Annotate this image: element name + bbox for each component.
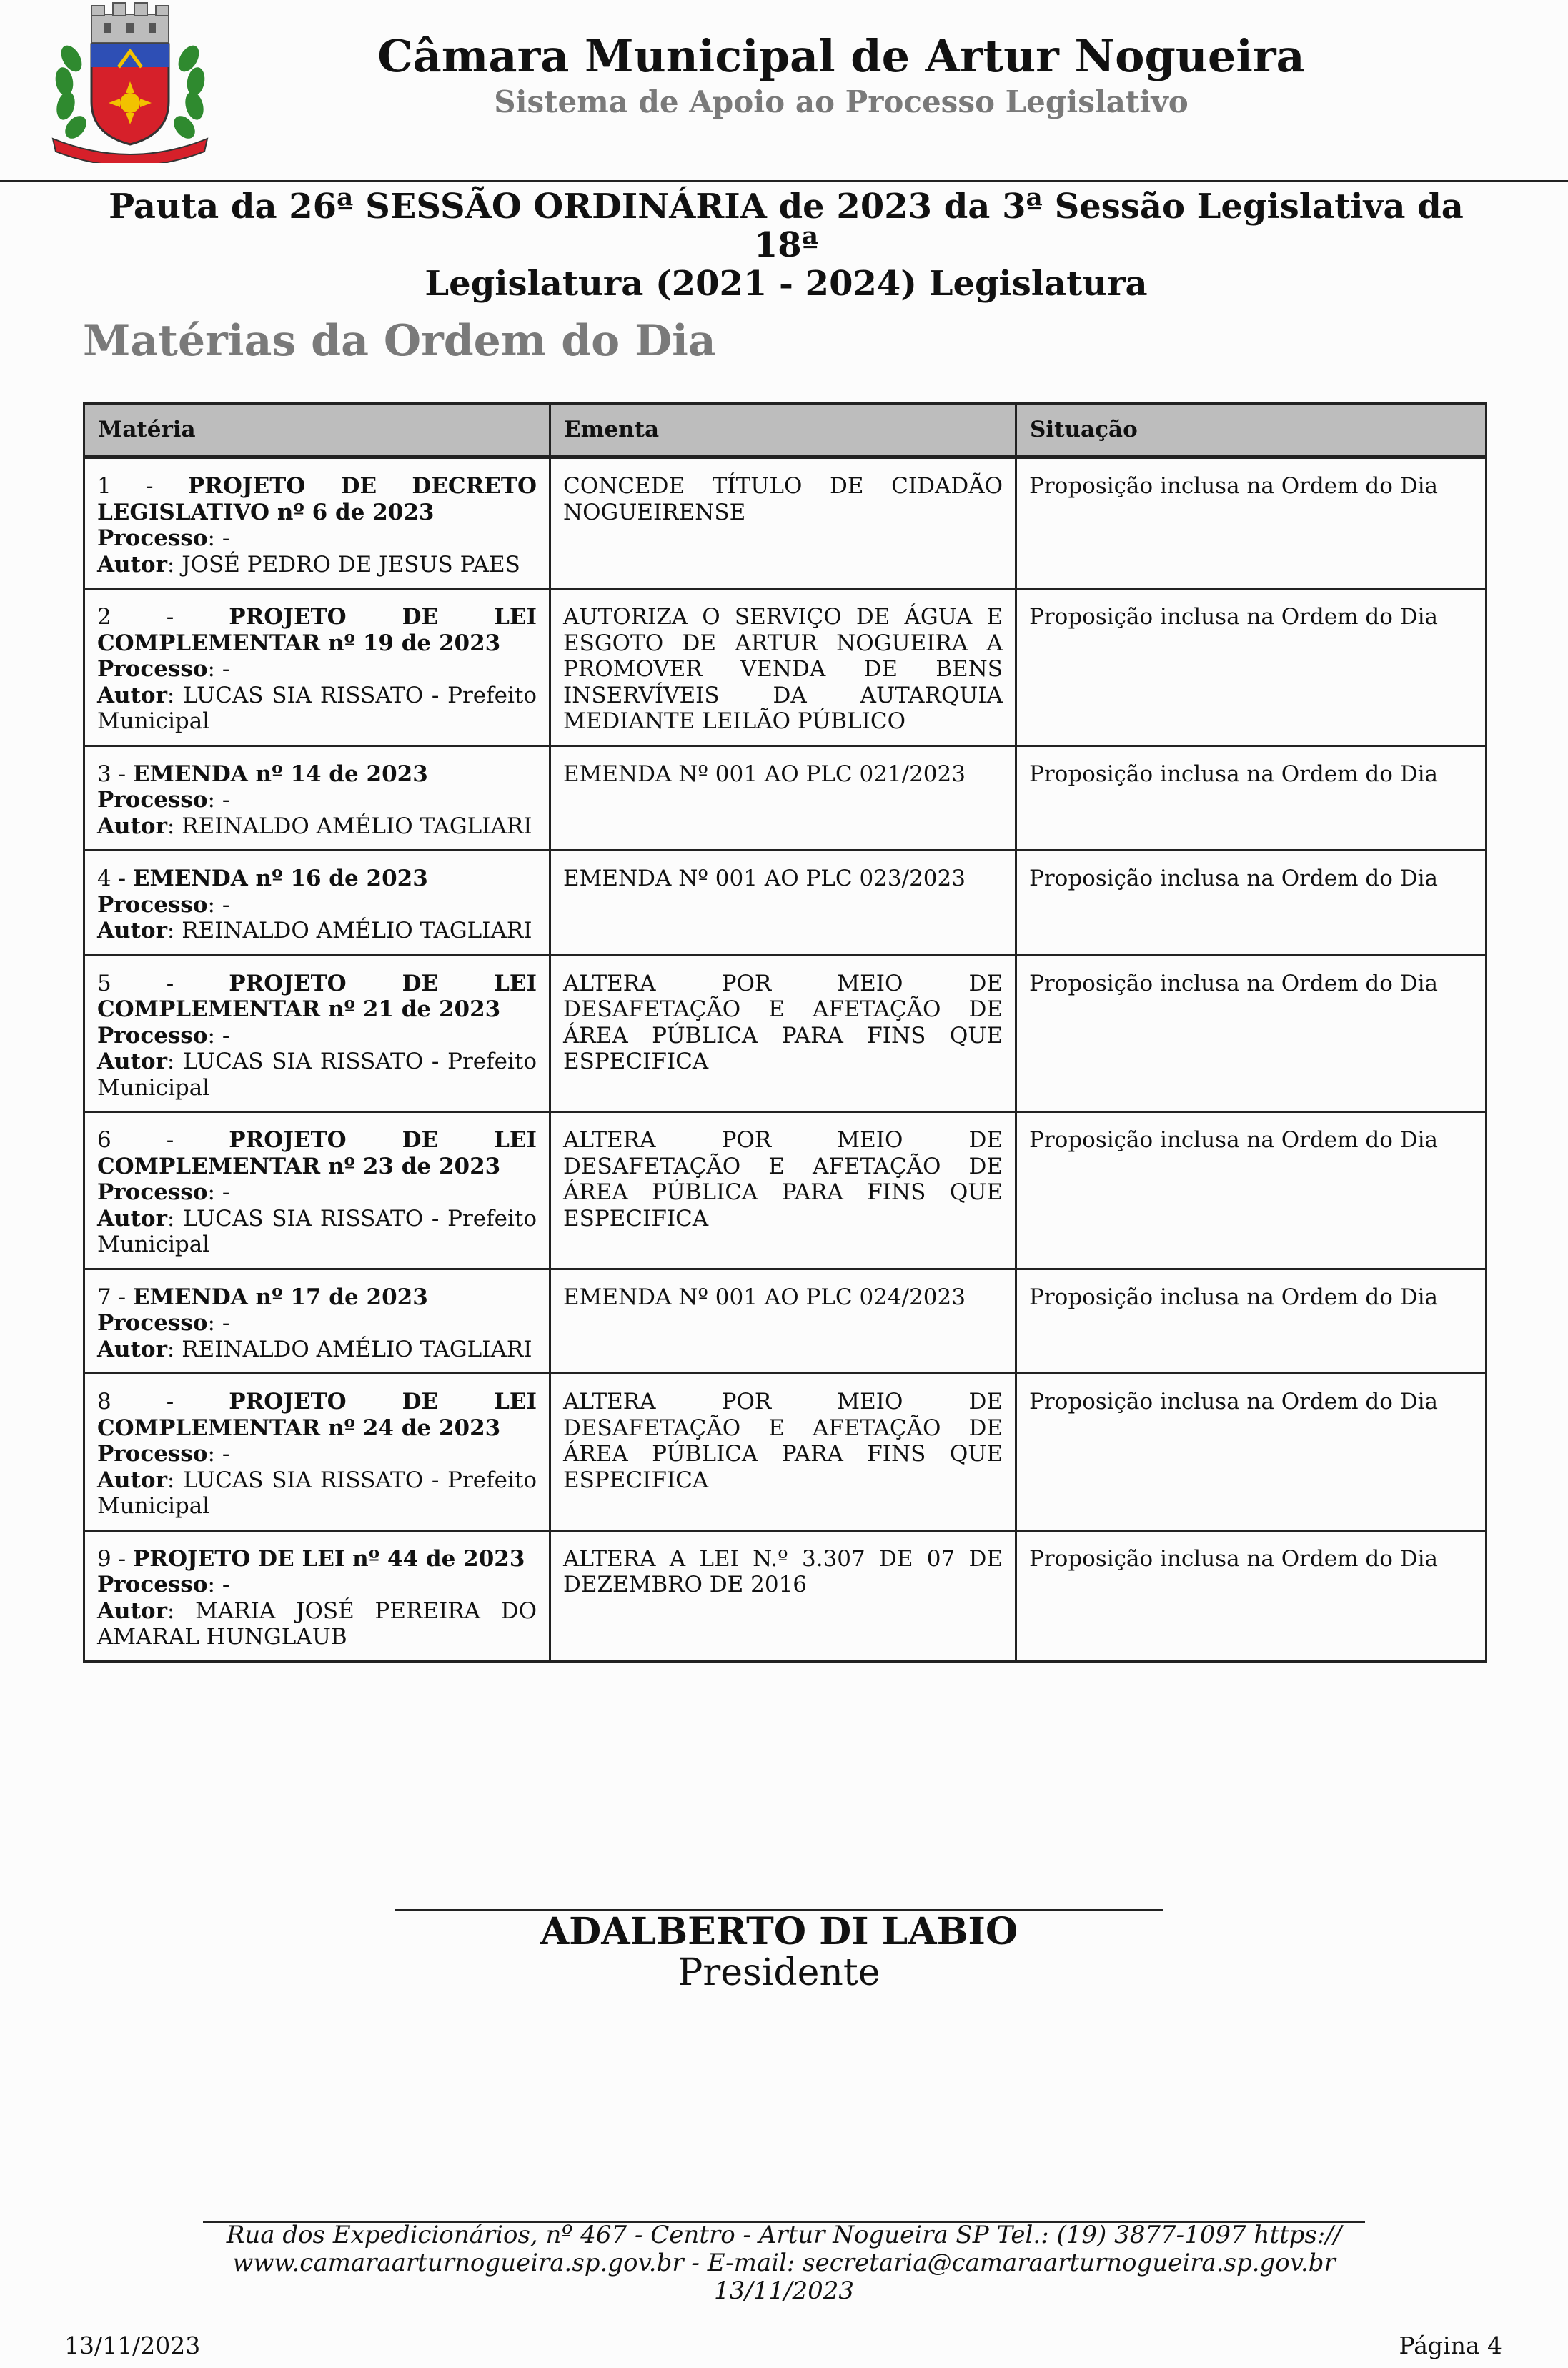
document-title	[71, 187, 1501, 303]
materia-link[interactable]: PROJETO DE LEI COMPLEMENTAR nº 19 de 2023	[97, 604, 537, 656]
ementa-cell: ALTERA POR MEIO DE DESAFETAÇÃO E AFETAÇÃO DE ÁREA PÚBLICA PARA FINS QUE ESPECIFICA	[550, 955, 1016, 1112]
table-row	[84, 1374, 1487, 1531]
laurel-left	[54, 42, 91, 143]
document-title-line2: Legislatura (2021 - 2024) Legislatura	[425, 264, 1148, 304]
materia-cell: 9 - PROJETO DE LEI nº 44 de 2023 Processo: - Autor: MARIA JOSÉ PEREIRA DO AMARAL HUNGLAUB	[84, 1530, 550, 1661]
mural-crown	[91, 3, 169, 43]
column-header-situacao: Situação	[1016, 404, 1487, 457]
ementa-cell: ALTERA A LEI N.º 3.307 DE 07 DE DEZEMBRO DE 2016	[550, 1530, 1016, 1661]
materia-link[interactable]: EMENDA nº 14 de 2023	[132, 761, 428, 787]
institution-name: Câmara Municipal de Artur Nogueira	[377, 30, 1305, 82]
page-number: Página 4	[1399, 2332, 1502, 2359]
ementa-cell: ALTERA POR MEIO DE DESAFETAÇÃO E AFETAÇÃO DE ÁREA PÚBLICA PARA FINS QUE ESPECIFICA	[550, 1112, 1016, 1269]
ementa-cell: CONCEDE TÍTULO DE CIDADÃO NOGUEIRENSE	[550, 457, 1016, 589]
materia-cell: 7 - EMENDA nº 17 de 2023 Processo: - Autor: REINALDO AMÉLIO TAGLIARI	[84, 1269, 550, 1374]
situacao-cell: Proposição inclusa na Ordem do Dia	[1016, 1269, 1487, 1374]
signature-role: Presidente	[678, 1951, 880, 1994]
materia-cell: 4 - EMENDA nº 16 de 2023 Processo: - Autor: REINALDO AMÉLIO TAGLIARI	[84, 851, 550, 956]
document-title-line1: Pauta da 26ª SESSÃO ORDINÁRIA de 2023 da 3ª Sessão Legislativa da 18ª	[109, 187, 1464, 265]
shield-chief	[91, 44, 169, 67]
ementa-cell: EMENDA Nº 001 AO PLC 023/2023	[550, 851, 1016, 956]
situacao-cell: Proposição inclusa na Ordem do Dia	[1016, 1112, 1487, 1269]
materia-link[interactable]: PROJETO DE LEI COMPLEMENTAR nº 21 de 2023	[97, 970, 537, 1022]
ementa-cell: EMENDA Nº 001 AO PLC 021/2023	[550, 745, 1016, 851]
table-row	[84, 1530, 1487, 1661]
table-row	[84, 851, 1487, 956]
page-header	[0, 0, 1568, 182]
section-title: Matérias da Ordem do Dia	[83, 316, 716, 366]
table-row	[84, 1112, 1487, 1269]
materia-cell: 6 - PROJETO DE LEI COMPLEMENTAR nº 23 de 2023 Processo: - Autor: LUCAS SIA RISSATO - Prefeito Municipal	[84, 1112, 550, 1269]
materia-cell: 1 - PROJETO DE DECRETO LEGISLATIVO nº 6 de 2023 Processo: - Autor: JOSÉ PEDRO DE JESUS PAES	[84, 457, 550, 589]
ementa-cell: EMENDA Nº 001 AO PLC 024/2023	[550, 1269, 1016, 1374]
situacao-cell: Proposição inclusa na Ordem do Dia	[1016, 745, 1487, 851]
materia-link[interactable]: PROJETO DE LEI COMPLEMENTAR nº 23 de 2023	[97, 1127, 537, 1179]
system-subtitle: Sistema de Apoio ao Processo Legislativo	[494, 84, 1189, 119]
page-date: 13/11/2023	[64, 2332, 201, 2359]
agenda-table	[83, 402, 1487, 1663]
footer-line1[interactable]: Rua dos Expedicionários, nº 467 - Centro - Artur Nogueira SP Tel.: (19) 3877-1097 https://	[226, 2221, 1342, 2249]
column-header-materia: Matéria	[84, 404, 550, 457]
situacao-cell: Proposição inclusa na Ordem do Dia	[1016, 457, 1487, 589]
footer-address	[203, 2221, 1365, 2305]
materia-link[interactable]: EMENDA nº 16 de 2023	[132, 866, 428, 891]
materia-cell: 5 - PROJETO DE LEI COMPLEMENTAR nº 21 de 2023 Processo: - Autor: LUCAS SIA RISSATO - Prefeito Municipal	[84, 955, 550, 1112]
table-row	[84, 589, 1487, 746]
materia-link[interactable]: PROJETO DE DECRETO LEGISLATIVO nº 6 de 2023	[97, 473, 537, 525]
materia-link[interactable]: PROJETO DE LEI COMPLEMENTAR nº 24 de 2023	[97, 1389, 537, 1441]
situacao-cell: Proposição inclusa na Ordem do Dia	[1016, 589, 1487, 746]
materia-cell: 3 - EMENDA nº 14 de 2023 Processo: - Autor: REINALDO AMÉLIO TAGLIARI	[84, 745, 550, 851]
laurel-right	[169, 42, 207, 143]
coat-of-arms-logo	[47, 1, 213, 163]
footer-line3: 13/11/2023	[714, 2277, 854, 2305]
situacao-cell: Proposição inclusa na Ordem do Dia	[1016, 955, 1487, 1112]
ementa-cell: ALTERA POR MEIO DE DESAFETAÇÃO E AFETAÇÃO DE ÁREA PÚBLICA PARA FINS QUE ESPECIFICA	[550, 1374, 1016, 1531]
materia-link[interactable]: EMENDA nº 17 de 2023	[132, 1284, 428, 1310]
table-header-row	[84, 404, 1487, 457]
situacao-cell: Proposição inclusa na Ordem do Dia	[1016, 1374, 1487, 1531]
footer-line2[interactable]: www.camaraarturnogueira.sp.gov.br - E-mail: secretaria@camaraarturnogueira.sp.gov.br	[232, 2249, 1336, 2277]
table-row	[84, 457, 1487, 589]
table-row	[84, 1269, 1487, 1374]
signature-name: ADALBERTO DI LABIO	[540, 1910, 1018, 1953]
materia-cell: 8 - PROJETO DE LEI COMPLEMENTAR nº 24 de 2023 Processo: - Autor: LUCAS SIA RISSATO - Prefeito Municipal	[84, 1374, 550, 1531]
materia-cell: 2 - PROJETO DE LEI COMPLEMENTAR nº 19 de 2023 Processo: - Autor: LUCAS SIA RISSATO - Prefeito Municipal	[84, 589, 550, 746]
ementa-cell: AUTORIZA O SERVIÇO DE ÁGUA E ESGOTO DE ARTUR NOGUEIRA A PROMOVER VENDA DE BENS INSERVÍVEIS DA AUTARQUIA MEDIANTE LEILÃO PÚBLICO	[550, 589, 1016, 746]
table-row	[84, 955, 1487, 1112]
column-header-ementa: Ementa	[550, 404, 1016, 457]
situacao-cell: Proposição inclusa na Ordem do Dia	[1016, 1530, 1487, 1661]
situacao-cell: Proposição inclusa na Ordem do Dia	[1016, 851, 1487, 956]
table-row	[84, 745, 1487, 851]
materia-link[interactable]: PROJETO DE LEI nº 44 de 2023	[132, 1545, 525, 1572]
